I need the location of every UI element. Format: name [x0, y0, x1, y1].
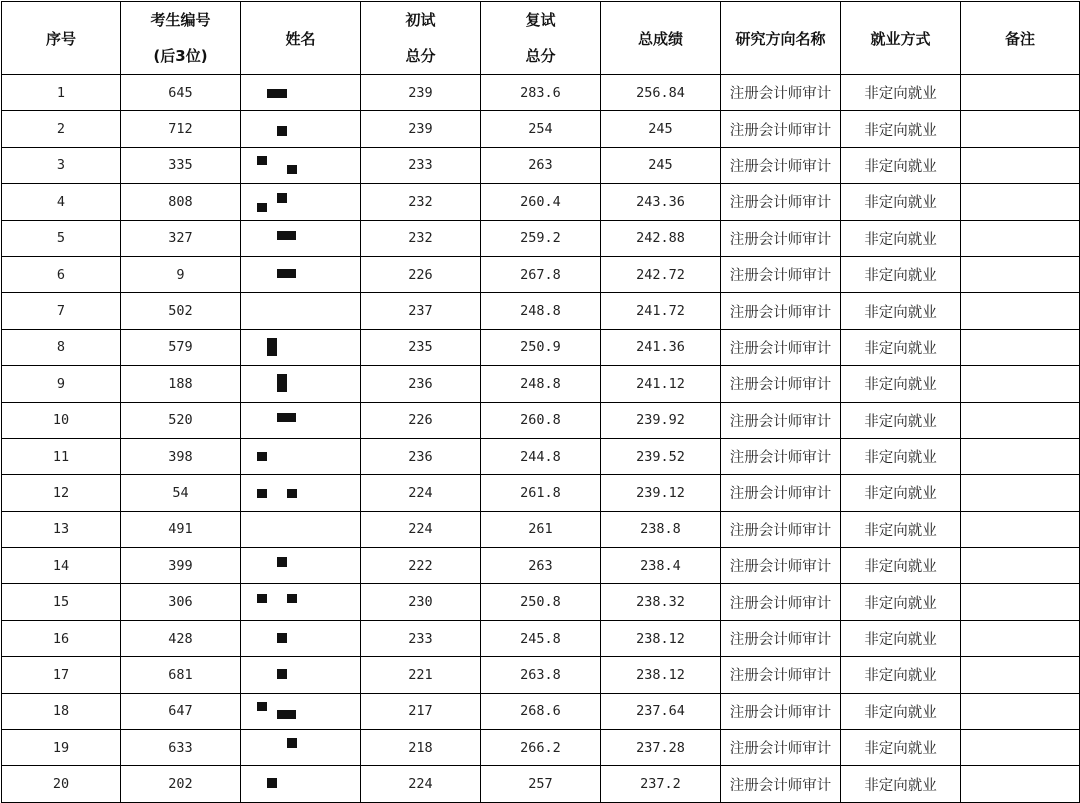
cell-direction: 注册会计师审计	[721, 511, 841, 547]
cell-direction: 注册会计师审计	[721, 366, 841, 402]
cell-first-score: 232	[361, 220, 481, 256]
cell-no: 17	[2, 657, 121, 693]
cell-direction: 注册会计师审计	[721, 766, 841, 802]
cell-id: 398	[121, 438, 241, 474]
header-name: 姓名	[241, 2, 361, 75]
cell-remark	[961, 293, 1080, 329]
cell-employment: 非定向就业	[841, 111, 961, 147]
table-row	[2, 584, 1080, 620]
name-redaction-mark	[287, 165, 297, 174]
cell-id: 491	[121, 511, 241, 547]
table-row	[2, 766, 1080, 802]
cell-no: 3	[2, 147, 121, 183]
cell-direction: 注册会计师审计	[721, 548, 841, 584]
cell-second-score: 261	[481, 511, 601, 547]
cell-first-score: 232	[361, 184, 481, 220]
cell-remark	[961, 657, 1080, 693]
cell-remark	[961, 584, 1080, 620]
cell-second-score: 248.8	[481, 293, 601, 329]
cell-id: 188	[121, 366, 241, 402]
cell-second-score: 259.2	[481, 220, 601, 256]
table-row	[2, 184, 1080, 220]
cell-first-score: 233	[361, 620, 481, 656]
cell-no: 16	[2, 620, 121, 656]
cell-second-score: 263	[481, 147, 601, 183]
header-first-score: 初试 总分	[361, 2, 481, 75]
table-row	[2, 329, 1080, 365]
cell-total: 238.12	[601, 657, 721, 693]
cell-direction: 注册会计师审计	[721, 147, 841, 183]
cell-id: 327	[121, 220, 241, 256]
header-total: 总成绩	[601, 2, 721, 75]
cell-second-score: 250.8	[481, 584, 601, 620]
table-row	[2, 730, 1080, 766]
cell-id: 579	[121, 329, 241, 365]
name-redaction-mark	[277, 374, 287, 392]
header-no: 序号	[2, 2, 121, 75]
cell-direction: 注册会计师审计	[721, 329, 841, 365]
name-redaction-mark	[267, 89, 287, 98]
cell-first-score: 222	[361, 548, 481, 584]
cell-remark	[961, 693, 1080, 729]
cell-total: 245	[601, 147, 721, 183]
header-direction: 研究方向名称	[721, 2, 841, 75]
cell-direction: 注册会计师审计	[721, 75, 841, 111]
cell-direction: 注册会计师审计	[721, 256, 841, 292]
cell-name	[241, 657, 361, 693]
cell-remark	[961, 329, 1080, 365]
cell-direction: 注册会计师审计	[721, 475, 841, 511]
cell-remark	[961, 147, 1080, 183]
cell-id: 633	[121, 730, 241, 766]
cell-direction: 注册会计师审计	[721, 111, 841, 147]
cell-id: 681	[121, 657, 241, 693]
cell-first-score: 224	[361, 511, 481, 547]
cell-direction: 注册会计师审计	[721, 438, 841, 474]
cell-second-score: 248.8	[481, 366, 601, 402]
cell-employment: 非定向就业	[841, 184, 961, 220]
cell-remark	[961, 766, 1080, 802]
cell-remark	[961, 402, 1080, 438]
cell-second-score: 260.4	[481, 184, 601, 220]
cell-direction: 注册会计师审计	[721, 657, 841, 693]
name-redaction-mark	[257, 489, 267, 498]
cell-employment: 非定向就业	[841, 147, 961, 183]
cell-employment: 非定向就业	[841, 438, 961, 474]
cell-no: 9	[2, 366, 121, 402]
cell-second-score: 267.8	[481, 256, 601, 292]
table-row	[2, 548, 1080, 584]
cell-employment: 非定向就业	[841, 657, 961, 693]
table-row	[2, 293, 1080, 329]
table-row	[2, 511, 1080, 547]
cell-id: 335	[121, 147, 241, 183]
name-redaction-mark	[267, 338, 277, 356]
name-redaction-mark	[277, 269, 296, 278]
table-row	[2, 75, 1080, 111]
name-redaction-mark	[277, 413, 296, 422]
table-row	[2, 220, 1080, 256]
cell-direction: 注册会计师审计	[721, 293, 841, 329]
cell-direction: 注册会计师审计	[721, 730, 841, 766]
cell-remark	[961, 548, 1080, 584]
cell-id: 9	[121, 256, 241, 292]
cell-total: 238.32	[601, 584, 721, 620]
cell-total: 237.64	[601, 693, 721, 729]
cell-remark	[961, 366, 1080, 402]
cell-name	[241, 366, 361, 402]
cell-remark	[961, 220, 1080, 256]
cell-direction: 注册会计师审计	[721, 184, 841, 220]
cell-remark	[961, 475, 1080, 511]
cell-no: 14	[2, 548, 121, 584]
cell-direction: 注册会计师审计	[721, 693, 841, 729]
cell-id: 712	[121, 111, 241, 147]
cell-no: 12	[2, 475, 121, 511]
name-redaction-mark	[277, 557, 287, 567]
name-redaction-mark	[257, 702, 267, 711]
cell-no: 13	[2, 511, 121, 547]
name-redaction-mark	[257, 452, 267, 461]
name-redaction-mark	[257, 156, 267, 165]
cell-total: 242.72	[601, 256, 721, 292]
cell-second-score: 245.8	[481, 620, 601, 656]
cell-first-score: 217	[361, 693, 481, 729]
cell-total: 238.8	[601, 511, 721, 547]
name-redaction-mark	[287, 594, 297, 603]
table-row	[2, 438, 1080, 474]
cell-name	[241, 584, 361, 620]
cell-first-score: 221	[361, 657, 481, 693]
cell-employment: 非定向就业	[841, 402, 961, 438]
cell-total: 239.12	[601, 475, 721, 511]
table-row	[2, 256, 1080, 292]
header-employment: 就业方式	[841, 2, 961, 75]
cell-name	[241, 730, 361, 766]
cell-remark	[961, 184, 1080, 220]
cell-no: 18	[2, 693, 121, 729]
name-redaction-mark	[277, 633, 287, 643]
cell-id: 428	[121, 620, 241, 656]
cell-employment: 非定向就业	[841, 366, 961, 402]
cell-no: 1	[2, 75, 121, 111]
cell-id: 808	[121, 184, 241, 220]
table-row	[2, 657, 1080, 693]
name-redaction-mark	[277, 231, 296, 240]
cell-total: 238.12	[601, 620, 721, 656]
cell-no: 6	[2, 256, 121, 292]
cell-name	[241, 475, 361, 511]
cell-id: 306	[121, 584, 241, 620]
cell-second-score: 260.8	[481, 402, 601, 438]
cell-name	[241, 111, 361, 147]
cell-id: 645	[121, 75, 241, 111]
cell-first-score: 235	[361, 329, 481, 365]
cell-first-score: 230	[361, 584, 481, 620]
cell-remark	[961, 511, 1080, 547]
cell-total: 241.12	[601, 366, 721, 402]
cell-id: 647	[121, 693, 241, 729]
cell-total: 256.84	[601, 75, 721, 111]
cell-second-score: 266.2	[481, 730, 601, 766]
cell-first-score: 237	[361, 293, 481, 329]
cell-id: 202	[121, 766, 241, 802]
cell-name	[241, 75, 361, 111]
cell-second-score: 250.9	[481, 329, 601, 365]
cell-total: 241.72	[601, 293, 721, 329]
cell-first-score: 239	[361, 111, 481, 147]
cell-employment: 非定向就业	[841, 730, 961, 766]
cell-first-score: 233	[361, 147, 481, 183]
cell-direction: 注册会计师审计	[721, 220, 841, 256]
table-row	[2, 693, 1080, 729]
cell-id: 520	[121, 402, 241, 438]
cell-employment: 非定向就业	[841, 75, 961, 111]
table-row	[2, 147, 1080, 183]
name-redaction-mark	[287, 738, 297, 748]
cell-remark	[961, 620, 1080, 656]
cell-no: 19	[2, 730, 121, 766]
cell-total: 237.2	[601, 766, 721, 802]
name-redaction-mark	[257, 594, 267, 603]
cell-no: 8	[2, 329, 121, 365]
cell-no: 11	[2, 438, 121, 474]
cell-direction: 注册会计师审计	[721, 584, 841, 620]
cell-name	[241, 293, 361, 329]
cell-id: 502	[121, 293, 241, 329]
cell-employment: 非定向就业	[841, 293, 961, 329]
cell-employment: 非定向就业	[841, 220, 961, 256]
cell-name	[241, 693, 361, 729]
cell-name	[241, 766, 361, 802]
table-row	[2, 475, 1080, 511]
cell-employment: 非定向就业	[841, 256, 961, 292]
cell-name	[241, 438, 361, 474]
cell-first-score: 236	[361, 438, 481, 474]
cell-first-score: 224	[361, 766, 481, 802]
cell-employment: 非定向就业	[841, 511, 961, 547]
cell-employment: 非定向就业	[841, 693, 961, 729]
name-redaction-mark	[277, 193, 287, 203]
cell-first-score: 236	[361, 366, 481, 402]
name-redaction-mark	[287, 489, 297, 498]
cell-first-score: 226	[361, 402, 481, 438]
cell-name	[241, 548, 361, 584]
cell-no: 15	[2, 584, 121, 620]
cell-name	[241, 184, 361, 220]
table-row	[2, 366, 1080, 402]
cell-no: 2	[2, 111, 121, 147]
cell-total: 245	[601, 111, 721, 147]
cell-total: 242.88	[601, 220, 721, 256]
header-second-score: 复试 总分	[481, 2, 601, 75]
cell-second-score: 268.6	[481, 693, 601, 729]
cell-first-score: 239	[361, 75, 481, 111]
name-redaction-mark	[257, 203, 267, 212]
table-row	[2, 402, 1080, 438]
cell-employment: 非定向就业	[841, 548, 961, 584]
cell-no: 20	[2, 766, 121, 802]
cell-first-score: 226	[361, 256, 481, 292]
cell-first-score: 224	[361, 475, 481, 511]
cell-direction: 注册会计师审计	[721, 402, 841, 438]
table-row	[2, 111, 1080, 147]
cell-total: 238.4	[601, 548, 721, 584]
cell-remark	[961, 111, 1080, 147]
cell-no: 5	[2, 220, 121, 256]
cell-total: 241.36	[601, 329, 721, 365]
cell-total: 239.52	[601, 438, 721, 474]
table-row	[2, 620, 1080, 656]
cell-second-score: 261.8	[481, 475, 601, 511]
cell-total: 237.28	[601, 730, 721, 766]
cell-no: 4	[2, 184, 121, 220]
cell-remark	[961, 438, 1080, 474]
cell-name	[241, 620, 361, 656]
cell-remark	[961, 256, 1080, 292]
header-remark: 备注	[961, 2, 1080, 75]
cell-name	[241, 220, 361, 256]
cell-first-score: 218	[361, 730, 481, 766]
cell-total: 243.36	[601, 184, 721, 220]
cell-second-score: 263	[481, 548, 601, 584]
cell-name	[241, 147, 361, 183]
cell-remark	[961, 730, 1080, 766]
cell-no: 7	[2, 293, 121, 329]
cell-employment: 非定向就业	[841, 766, 961, 802]
cell-name	[241, 256, 361, 292]
header-id: 考生编号 (后3位)	[121, 2, 241, 75]
cell-second-score: 244.8	[481, 438, 601, 474]
cell-name	[241, 329, 361, 365]
cell-direction: 注册会计师审计	[721, 620, 841, 656]
cell-second-score: 254	[481, 111, 601, 147]
cell-name	[241, 511, 361, 547]
name-redaction-mark	[277, 669, 287, 679]
cell-second-score: 257	[481, 766, 601, 802]
score-table	[1, 1, 1080, 803]
cell-employment: 非定向就业	[841, 584, 961, 620]
cell-employment: 非定向就业	[841, 329, 961, 365]
cell-employment: 非定向就业	[841, 475, 961, 511]
name-redaction-mark	[267, 778, 277, 788]
cell-remark	[961, 75, 1080, 111]
cell-id: 399	[121, 548, 241, 584]
name-redaction-mark	[277, 710, 296, 719]
cell-second-score: 263.8	[481, 657, 601, 693]
cell-total: 239.92	[601, 402, 721, 438]
name-redaction-mark	[277, 126, 287, 136]
cell-no: 10	[2, 402, 121, 438]
cell-id: 54	[121, 475, 241, 511]
cell-second-score: 283.6	[481, 75, 601, 111]
header-row	[2, 2, 1080, 75]
cell-name	[241, 402, 361, 438]
cell-employment: 非定向就业	[841, 620, 961, 656]
